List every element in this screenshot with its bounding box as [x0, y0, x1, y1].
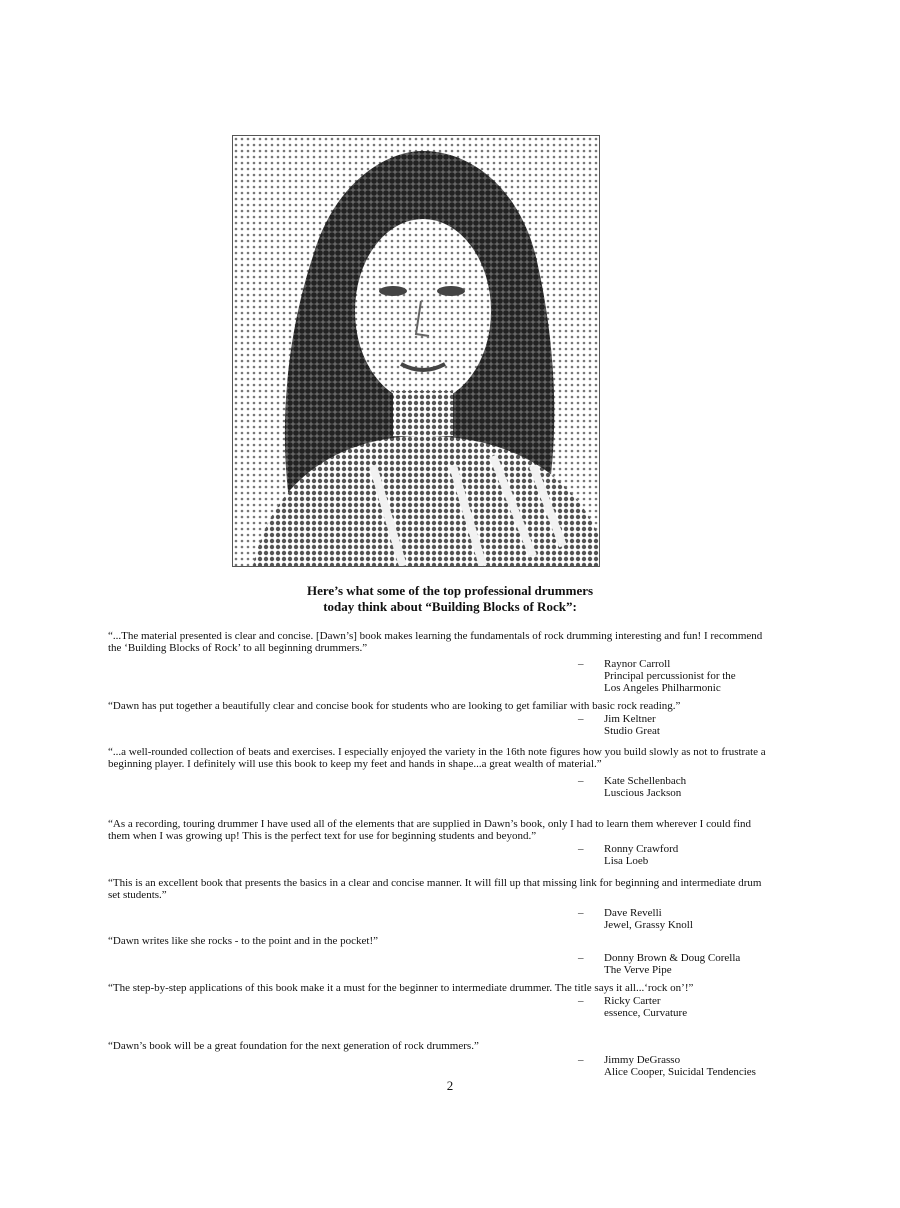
quote-text: “Dawn’s book will be a great foundation for the next generation of rock drummers.”	[108, 1040, 479, 1052]
quote-text: “The step-by-step applications of this book make it a must for the beginner to intermediate drummer. The title says it all...‘rock on’!”	[108, 982, 694, 994]
attribution-title: Studio Great	[604, 725, 660, 737]
quote-block	[108, 700, 768, 737]
quote-block	[108, 935, 768, 976]
attribution-name: Kate Schellenbach	[604, 775, 687, 787]
quote-block	[108, 746, 768, 799]
quote-attribution	[578, 775, 768, 799]
quote-text: “As a recording, touring drummer I have used all of the elements that are supplied in Dawn’s book, only I had to learn them wherever I could find them when I was growing up! This is the perfect text for use for beginning students and beyond.”	[108, 818, 752, 842]
portrait-photo	[232, 135, 600, 567]
attribution-name: Dave Revelli	[604, 907, 662, 919]
attribution-dash: –	[578, 713, 584, 725]
attribution-dash: –	[578, 843, 584, 855]
quote-text: “This is an excellent book that presents the basics in a clear and concise manner. It will fill up that missing link for beginning and intermediate drum set students.”	[108, 877, 762, 901]
heading-line-2: today think about “Building Blocks of Rock”:	[323, 599, 577, 614]
attribution-title: The Verve Pipe	[604, 964, 672, 976]
attribution-title: Lisa Loeb	[604, 855, 649, 867]
attribution-title: essence, Curvature	[604, 1007, 688, 1019]
quote-attribution	[578, 843, 768, 867]
quote-attribution	[578, 713, 768, 737]
attribution-name: Jim Keltner	[604, 713, 656, 725]
testimonials-heading	[0, 583, 900, 615]
attribution-title: Luscious Jackson	[604, 787, 682, 799]
quote-text: “...The material presented is clear and concise. [Dawn’s] book makes learning the fundamentals of rock drumming interesting and fun! I recommend the ‘Building Blocks of Rock’ to all beginning drummers.”	[108, 630, 763, 654]
quote-text: “...a well-rounded collection of beats and exercises. I especially enjoyed the variety in the 16th note figures how you build slowly as not to frustrate a beginning player. I definitely will use this book to keep my feet and hands in shape...a great wealth of material.”	[108, 746, 766, 770]
attribution-title: Los Angeles Philharmonic	[604, 682, 721, 694]
attribution-dash: –	[578, 907, 584, 919]
attribution-dash: –	[578, 952, 584, 964]
quote-block	[108, 982, 768, 1019]
quote-attribution	[578, 658, 768, 694]
quote-block	[108, 1040, 768, 1078]
quote-attribution	[578, 995, 768, 1019]
quote-block	[108, 877, 768, 931]
attribution-dash: –	[578, 1054, 584, 1066]
attribution-name: Jimmy DeGrasso	[604, 1054, 681, 1066]
page-number: 2	[446, 1078, 454, 1093]
quote-attribution	[578, 1054, 768, 1078]
attribution-title: Jewel, Grassy Knoll	[604, 919, 693, 931]
attribution-dash: –	[578, 995, 584, 1007]
quote-attribution	[578, 952, 768, 976]
attribution-name: Ricky Carter	[604, 995, 661, 1007]
quote-attribution	[578, 907, 768, 931]
quote-block	[108, 818, 768, 867]
attribution-name: Donny Brown & Doug Corella	[604, 952, 741, 964]
heading-line-1: Here’s what some of the top professional drummers	[306, 583, 594, 598]
quote-text: “Dawn writes like she rocks - to the point and in the pocket!”	[108, 935, 379, 947]
attribution-title: Alice Cooper, Suicidal Tendencies	[604, 1066, 756, 1078]
attribution-title: Principal percussionist for the	[604, 670, 736, 682]
portrait-photo-icon	[233, 136, 599, 566]
attribution-name: Ronny Crawford	[604, 843, 679, 855]
quote-text: “Dawn has put together a beautifully clear and concise book for students who are looking to get familiar with basic rock reading.”	[108, 700, 681, 712]
attribution-dash: –	[578, 775, 584, 787]
attribution-name: Raynor Carroll	[604, 658, 671, 670]
attribution-dash: –	[578, 658, 584, 670]
quote-block	[108, 630, 768, 694]
